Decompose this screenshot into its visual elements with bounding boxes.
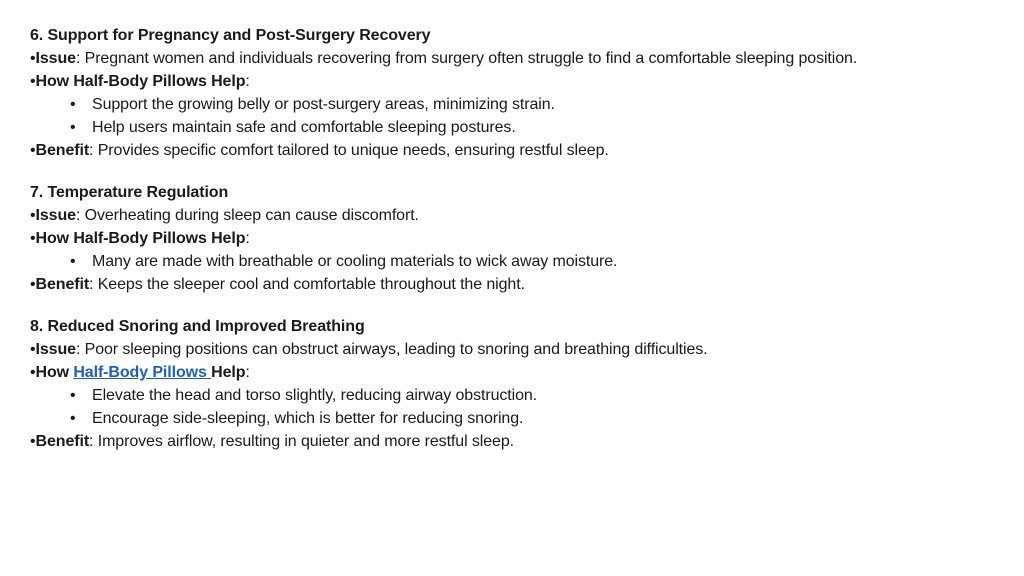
sub-point (30, 384, 1010, 407)
sub-bullet: • (70, 387, 76, 404)
bullet: • (30, 142, 36, 159)
bullet: • (30, 73, 36, 90)
issue-text: : Overheating during sleep can cause discomfort. (75, 207, 419, 224)
issue-text: : Poor sleeping positions can obstruct airways, leading to snoring and breathing difficulties. (75, 341, 708, 358)
section-pregnancy-recovery (30, 24, 1010, 162)
how-line (30, 361, 1010, 384)
benefit-text: : Provides specific comfort tailored to unique needs, ensuring restful sleep. (89, 142, 609, 159)
benefit-label: Benefit (35, 276, 90, 293)
bullet: • (30, 230, 36, 247)
section-heading: 7. Temperature Regulation (30, 184, 229, 201)
how-line (30, 70, 1010, 93)
half-body-pillows-link[interactable]: Half-Body Pillows (73, 364, 212, 381)
sub-point (30, 93, 1010, 116)
sub-bullet: • (70, 119, 76, 136)
sub-point (30, 250, 1010, 273)
benefit-label: Benefit (35, 433, 90, 450)
how-prefix: How (35, 364, 74, 381)
sub-point (30, 116, 1010, 139)
sub-point-text: Encourage side-sleeping, which is better for reducing snoring. (92, 410, 524, 427)
issue-label: Issue (35, 341, 76, 358)
issue-label: Issue (35, 207, 76, 224)
how-colon: : (245, 364, 250, 381)
how-label: How Half-Body Pillows Help (35, 73, 246, 90)
bullet: • (30, 364, 36, 381)
sub-point-text: Many are made with breathable or cooling materials to wick away moisture. (92, 253, 618, 270)
how-line (30, 227, 1010, 250)
benefit-text: : Improves airflow, resulting in quieter and more restful sleep. (89, 433, 514, 450)
issue-text: : Pregnant women and individuals recovering from surgery often struggle to find a comfortable sleeping position. (75, 50, 858, 67)
how-suffix: Help (211, 364, 246, 381)
slide-content (30, 24, 1010, 472)
bullet: • (30, 341, 36, 358)
issue-label: Issue (35, 50, 76, 67)
issue-line (30, 338, 1010, 361)
benefit-line (30, 430, 1010, 453)
sub-bullet: • (70, 410, 76, 427)
section-heading: 6. Support for Pregnancy and Post-Surgery Recovery (30, 27, 431, 44)
sub-point-text: Elevate the head and torso slightly, reducing airway obstruction. (92, 387, 538, 404)
issue-line (30, 204, 1010, 227)
benefit-text: : Keeps the sleeper cool and comfortable throughout the night. (89, 276, 525, 293)
how-colon: : (245, 230, 250, 247)
benefit-line (30, 139, 1010, 162)
benefit-line (30, 273, 1010, 296)
section-heading: 8. Reduced Snoring and Improved Breathing (30, 318, 365, 335)
section-snoring-breathing (30, 315, 1010, 453)
sub-bullet: • (70, 253, 76, 270)
issue-line (30, 47, 1010, 70)
sub-point (30, 407, 1010, 430)
sub-point-text: Support the growing belly or post-surgery areas, minimizing strain. (92, 96, 555, 113)
sub-point-text: Help users maintain safe and comfortable sleeping postures. (92, 119, 516, 136)
how-label: How Half-Body Pillows Help (35, 230, 246, 247)
section-temperature-regulation (30, 181, 1010, 296)
bullet: • (30, 276, 36, 293)
bullet: • (30, 207, 36, 224)
bullet: • (30, 50, 36, 67)
benefit-label: Benefit (35, 142, 90, 159)
bullet: • (30, 433, 36, 450)
sub-bullet: • (70, 96, 76, 113)
how-colon: : (245, 73, 250, 90)
